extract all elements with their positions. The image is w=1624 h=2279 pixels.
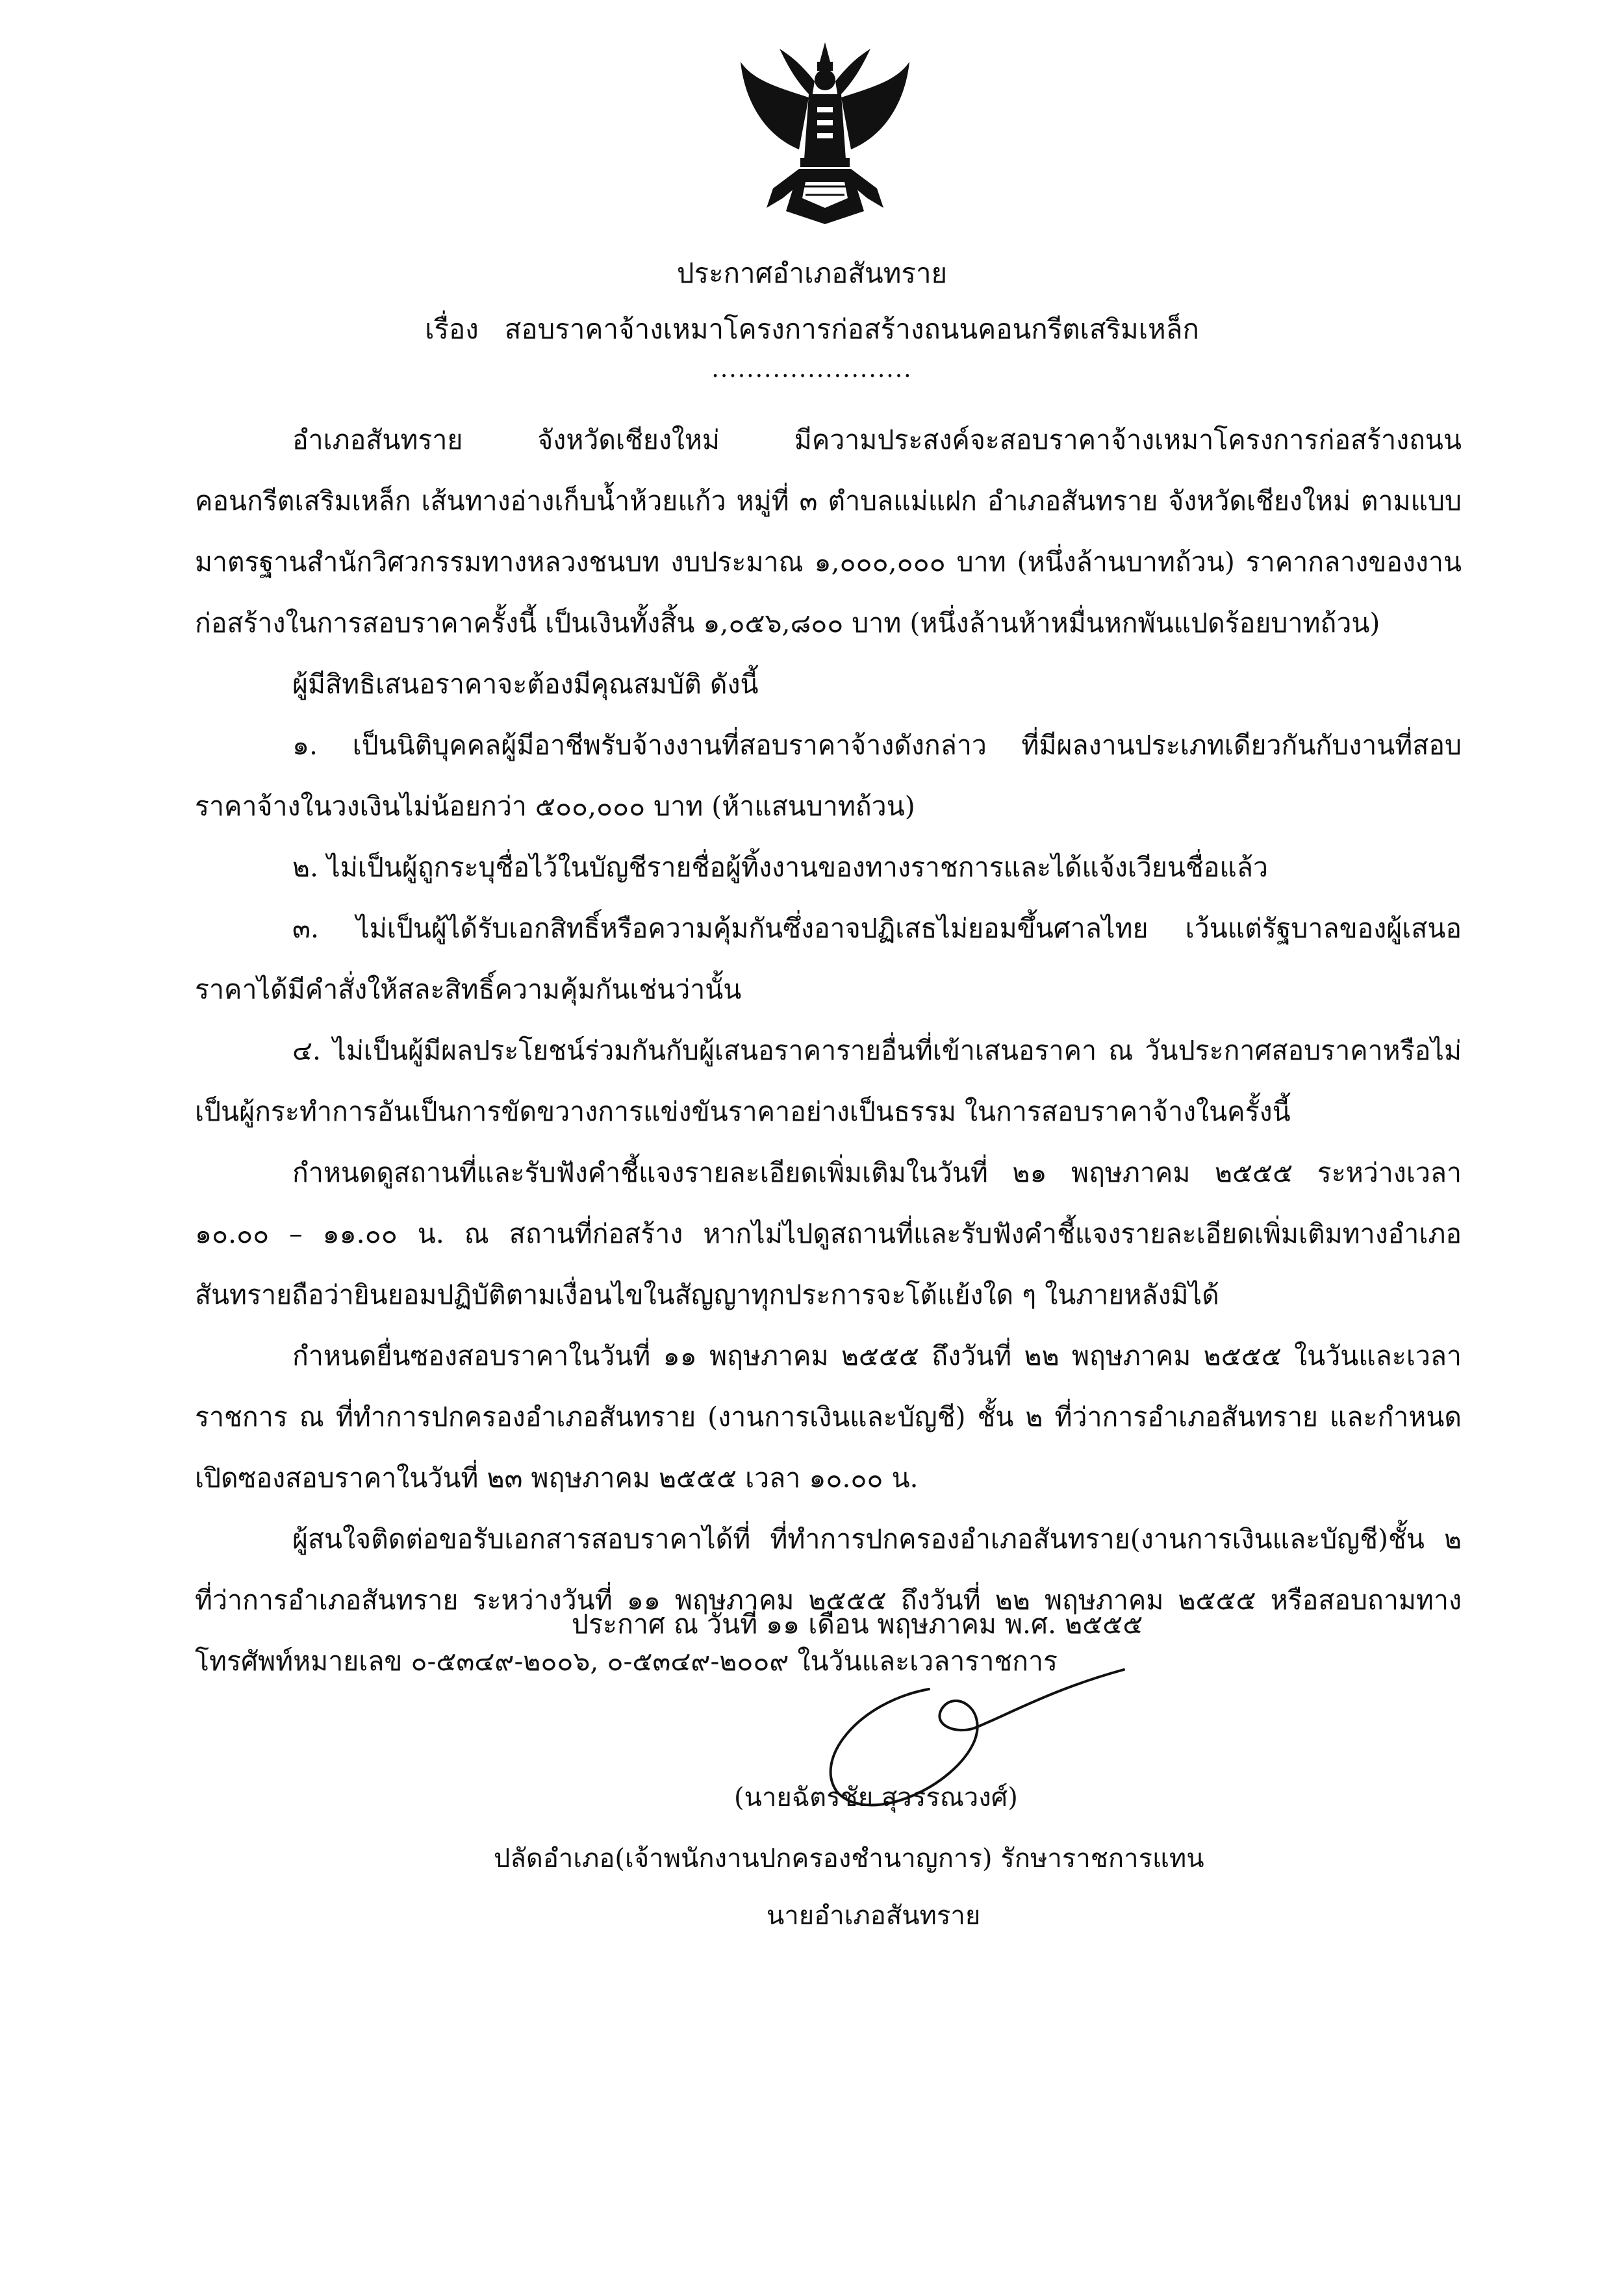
qualification-item: ๓. ไม่เป็นผู้ได้รับเอกสิทธิ์หรือความคุ้มกันซึ่งอาจปฏิเสธไม่ยอมขึ้นศาลไทย เว้นแต่รัฐบาลของผู้เสนอราคาได้มีคำสั่งให้สละสิทธิ์ความคุ้มกันเช่นว่านั้น xyxy=(195,913,1462,1005)
announcement-title: ประกาศอำเภอสันทราย xyxy=(676,257,948,289)
body-paragraph: อำเภอสันทราย จังหวัดเชียงใหม่ มีความประสงค์จะสอบราคาจ้างเหมาโครงการก่อสร้างถนนคอนกรีตเสริมเหล็ก เส้นทางอ่างเก็บน้ำห้วยแก้ว หมู่ที่ ๓ ตำบลแม่แฝก อำเภอสันทราย จังหวัดเชียงใหม่ ตามแบบมาตรฐานสำนักวิศวกรรมทางหลวงชนบท งบประมาณ ๑,๐๐๐,๐๐๐ บาท (หนึ่งล้านบาทถ้วน) ราคากลางของงานก่อสร้างในการสอบราคาครั้งนี้ เป็นเงินทั้งสิ้น ๑,๐๕๖,๘๐๐ บาท (หนึ่งล้านห้าหมื่นหกพันแปดร้อยบาทถ้วน) xyxy=(195,424,1462,639)
announcement-body xyxy=(195,409,1462,1692)
qualification-item: ๔. ไม่เป็นผู้มีผลประโยชน์ร่วมกันกับผู้เสนอราคารายอื่นที่เข้าเสนอราคา ณ วันประกาศสอบราคาหรือไม่เป็นผู้กระทำการอันเป็นการขัดขวางการแข่งขันราคาอย่างเป็นธรรม ในการสอบราคาจ้างในครั้งนี้ xyxy=(195,1035,1462,1127)
announcement-date: ประกาศ ณ วันที่ ๑๑ เดือน พฤษภาคม พ.ศ. ๒๕๕๕ xyxy=(572,1609,1143,1640)
garuda-emblem-icon xyxy=(728,36,922,231)
subject-text: สอบราคาจ้างเหมาโครงการก่อสร้างถนนคอนกรีตเสริมเหล็ก xyxy=(504,313,1199,345)
body-paragraph: ผู้มีสิทธิเสนอราคาจะต้องมีคุณสมบัติ ดังนี้ xyxy=(292,668,759,700)
body-paragraph: กำหนดยื่นซองสอบราคาในวันที่ ๑๑ พฤษภาคม ๒๕๕๕ ถึงวันที่ ๒๒ พฤษภาคม ๒๕๕๕ ในวันและเวลาราชการ ณ ที่ทำการปกครองอำเภอสันทราย (งานการเงินและบัญชี) ชั้น ๒ ที่ว่าการอำเภอสันทราย และกำหนดเปิดซองสอบราคาในวันที่ ๒๓ พฤษภาคม ๒๕๕๕ เวลา ๑๐.๐๐ น. xyxy=(195,1340,1462,1494)
announcement-subject xyxy=(0,308,1624,351)
title-divider: ....................... xyxy=(711,356,913,383)
body-paragraph: ผู้สนใจติดต่อขอรับเอกสารสอบราคาได้ที่ ที่ทำการปกครองอำเภอสันทราย(งานการเงินและบัญชี)ชั้น ๒ ที่ว่าการอำเภอสันทราย ระหว่างวันที่ ๑๑ พฤษภาคม ๒๕๕๕ ถึงวันที่ ๒๒ พฤษภาคม ๒๕๕๕ หรือสอบถามทางโทรศัพท์หมายเลข ๐-๕๓๔๙-๒๐๐๖, ๐-๕๓๔๙-๒๐๐๙ ในวันและเวลาราชการ xyxy=(195,1523,1462,1677)
body-paragraph: กำหนดดูสถานที่และรับฟังคำชี้แจงรายละเอียดเพิ่มเติมในวันที่ ๒๑ พฤษภาคม ๒๕๕๕ ระหว่างเวลา ๑๐.๐๐ – ๑๑.๐๐ น. ณ สถานที่ก่อสร้าง หากไม่ไปดูสถานที่และรับฟังคำชี้แจงรายละเอียดเพิ่มเติมทางอำเภอสันทรายถือว่ายินยอมปฏิบัติตามเงื่อนไขในสัญญาทุกประการจะโต้แย้งใด ๆ ในภายหลังมิได้ xyxy=(195,1157,1462,1310)
signatory-office: นายอำเภอสันทราย xyxy=(767,1901,981,1931)
qualification-item: ๑. เป็นนิติบุคคลผู้มีอาชีพรับจ้างงานที่สอบราคาจ้างดังกล่าว ที่มีผลงานประเภทเดียวกันกับงานที่สอบราคาจ้างในวงเงินไม่น้อยกว่า ๕๐๐,๐๐๐ บาท (ห้าแสนบาทถ้วน) xyxy=(195,730,1462,822)
signatory-name: (นายฉัตรชัย สุวรรณวงศ์) xyxy=(734,1783,1018,1813)
signatory-position: ปลัดอำเภอ(เจ้าพนักงานปกครองชำนาญการ) รักษาราชการแทน xyxy=(494,1844,1204,1874)
qualification-item: ๒. ไม่เป็นผู้ถูกระบุชื่อไว้ในบัญชีรายชื่อผู้ทิ้งงานของทางราชการและได้แจ้งเวียนชื่อแล้ว xyxy=(292,852,1269,883)
subject-label: เรื่อง xyxy=(425,313,479,345)
